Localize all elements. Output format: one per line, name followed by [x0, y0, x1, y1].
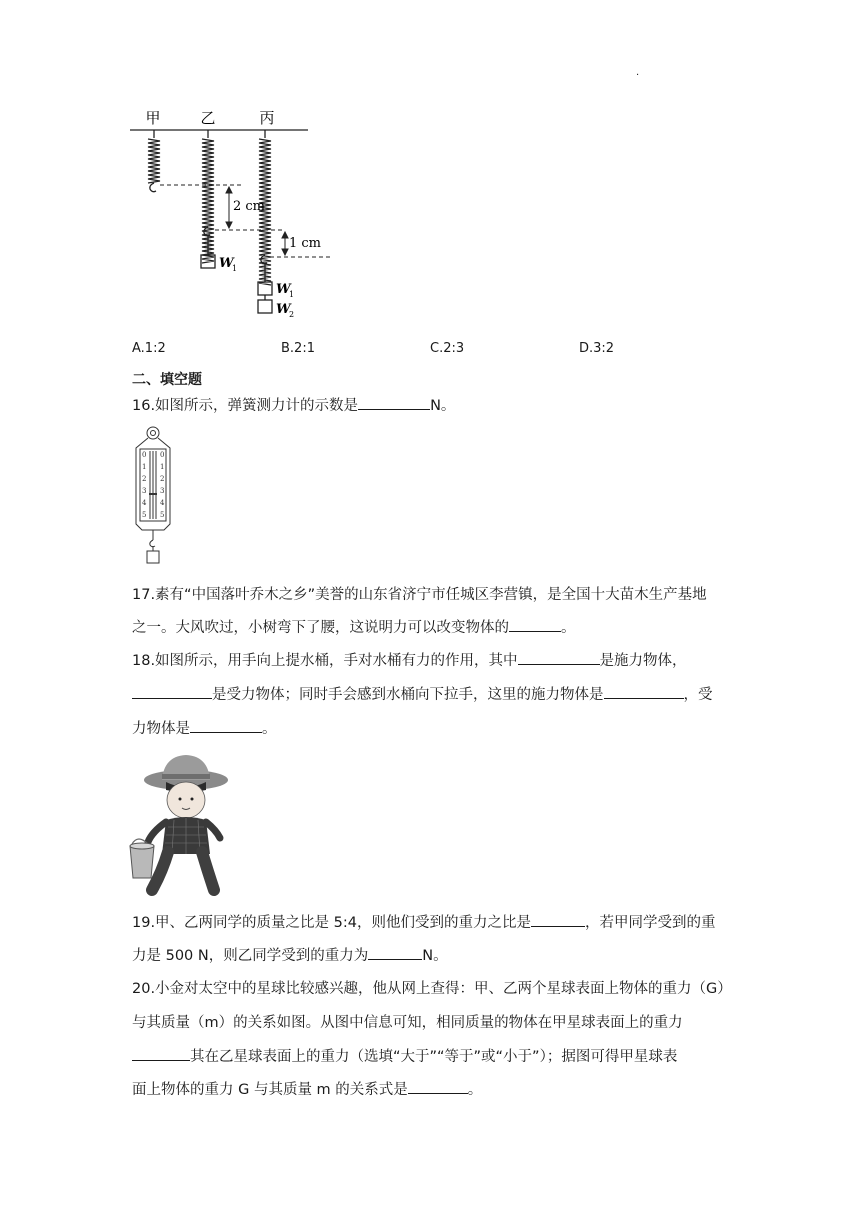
- question-18-line3: [132, 718, 277, 740]
- scale-tick-right-4: 4: [160, 499, 165, 507]
- boy-bucket-illustration: [128, 752, 244, 897]
- q19-text-2: ，若甲同学受到的重: [585, 915, 716, 931]
- weight-sub-w1-bing: 1: [289, 290, 295, 299]
- q18-answer-blank-3[interactable]: [604, 684, 684, 699]
- scale-tick-left-2: 2: [142, 475, 147, 483]
- weight-box-w2-bing: [258, 300, 272, 313]
- q18-text-4: ，受: [683, 687, 713, 703]
- weight-label-w2-bing: W: [276, 302, 291, 317]
- q16-answer-blank[interactable]: [358, 395, 430, 410]
- q20-line1: 20.小金对太空中的星球比较感兴趣，他从网上查得：甲、乙两个星球表面上物体的重力（G）: [132, 981, 732, 997]
- dim-label-2cm: 2 cm: [233, 199, 266, 214]
- option-c[interactable]: C.2:3: [430, 341, 465, 356]
- scale-tick-right-2: 2: [160, 475, 165, 483]
- q18-answer-blank-1[interactable]: [518, 650, 600, 665]
- q20-text-5: 。: [467, 1082, 483, 1098]
- label-jia: 甲: [145, 109, 161, 127]
- spring-jia: [148, 139, 160, 183]
- weight-label-w1-yi: W: [219, 256, 234, 271]
- scale-tick-right-3: 3: [160, 487, 165, 495]
- q19-answer-blank-2[interactable]: [368, 945, 422, 960]
- q18-text-6: 。: [262, 721, 277, 737]
- scale-tick-right-0: 0: [160, 451, 165, 459]
- spring-diagram: [125, 105, 340, 330]
- dim-label-1cm: 1 cm: [289, 236, 322, 251]
- question-20-line4: [132, 1079, 482, 1101]
- q18-answer-blank-4[interactable]: [190, 718, 262, 733]
- q16-unit: N。: [430, 398, 456, 414]
- q18-text-5: 力物体是: [132, 721, 190, 737]
- question-17: [132, 617, 576, 639]
- weight-sub-w2-bing: 2: [289, 310, 295, 319]
- q17-line1: 17.素有“中国落叶乔木之乡”美誉的山东省济宁市任城区李营镇，是全国十大苗木生产基地: [132, 587, 707, 603]
- question-19-line2: [132, 945, 448, 967]
- option-d[interactable]: D.3:2: [579, 341, 615, 356]
- scale-tick-right-5: 5: [160, 511, 165, 519]
- q20-text-4: 面上物体的重力 G 与其质量 m 的关系式是: [132, 1082, 408, 1098]
- q16-text: 16.如图所示，弹簧测力计的示数是: [132, 398, 359, 414]
- q18-text-3: 是受力物体；同时手会感到水桶向下拉手，这里的施力物体是: [212, 687, 604, 703]
- label-yi: 乙: [200, 109, 216, 127]
- q18-answer-blank-2[interactable]: [132, 684, 212, 699]
- q20-line2: 与其质量（m）的关系如图。从图中信息可知，相同质量的物体在甲星球表面上的重力: [132, 1015, 683, 1031]
- q18-text-2: 是施力物体，: [599, 653, 687, 669]
- scale-tick-left-5: 5: [142, 511, 147, 519]
- weight-sub-w1-yi: 1: [232, 264, 238, 273]
- question-19-line1: [132, 912, 716, 934]
- question-18-line2: [132, 684, 713, 706]
- q18-text-1: 18.如图所示，用手向上提水桶，手对水桶有力的作用，其中: [132, 653, 518, 669]
- page-mark: .: [636, 67, 640, 78]
- scale-tick-left-4: 4: [142, 499, 147, 507]
- label-bing: 丙: [259, 109, 275, 127]
- q19-text-4: N。: [422, 948, 448, 964]
- q17-end: 。: [561, 620, 576, 636]
- q19-text-1: 19.甲、乙两同学的质量之比是 5:4，则他们受到的重力之比是: [132, 915, 532, 931]
- q20-answer-blank-1[interactable]: [132, 1046, 190, 1061]
- q19-answer-blank-1[interactable]: [531, 912, 585, 927]
- weight-label-w1-bing: W: [276, 282, 291, 297]
- scale-tick-left-0: 0: [142, 451, 147, 459]
- question-18-line1: [132, 650, 687, 672]
- q19-text-3: 力是 500 N，则乙同学受到的重力为: [132, 948, 369, 964]
- section-title: 二、填空题: [132, 372, 202, 388]
- q20-text-3: 其在乙星球表面上的重力（选填“大于”“等于”或“小于”）；据图可得甲星球表: [190, 1049, 678, 1065]
- q20-answer-blank-2[interactable]: [408, 1079, 468, 1094]
- scale-tick-right-1: 1: [160, 463, 165, 471]
- question-16: [132, 395, 455, 417]
- option-a[interactable]: A.1:2: [132, 341, 166, 356]
- question-20-line3: [132, 1046, 677, 1068]
- option-b[interactable]: B.2:1: [281, 341, 315, 356]
- q17-answer-blank[interactable]: [509, 617, 561, 632]
- spring-scale-figure: [128, 424, 180, 566]
- scale-tick-left-1: 1: [142, 463, 147, 471]
- q17-text: 之一。大风吹过，小树弯下了腰，这说明力可以改变物体的: [132, 620, 509, 636]
- scale-tick-left-3: 3: [142, 487, 147, 495]
